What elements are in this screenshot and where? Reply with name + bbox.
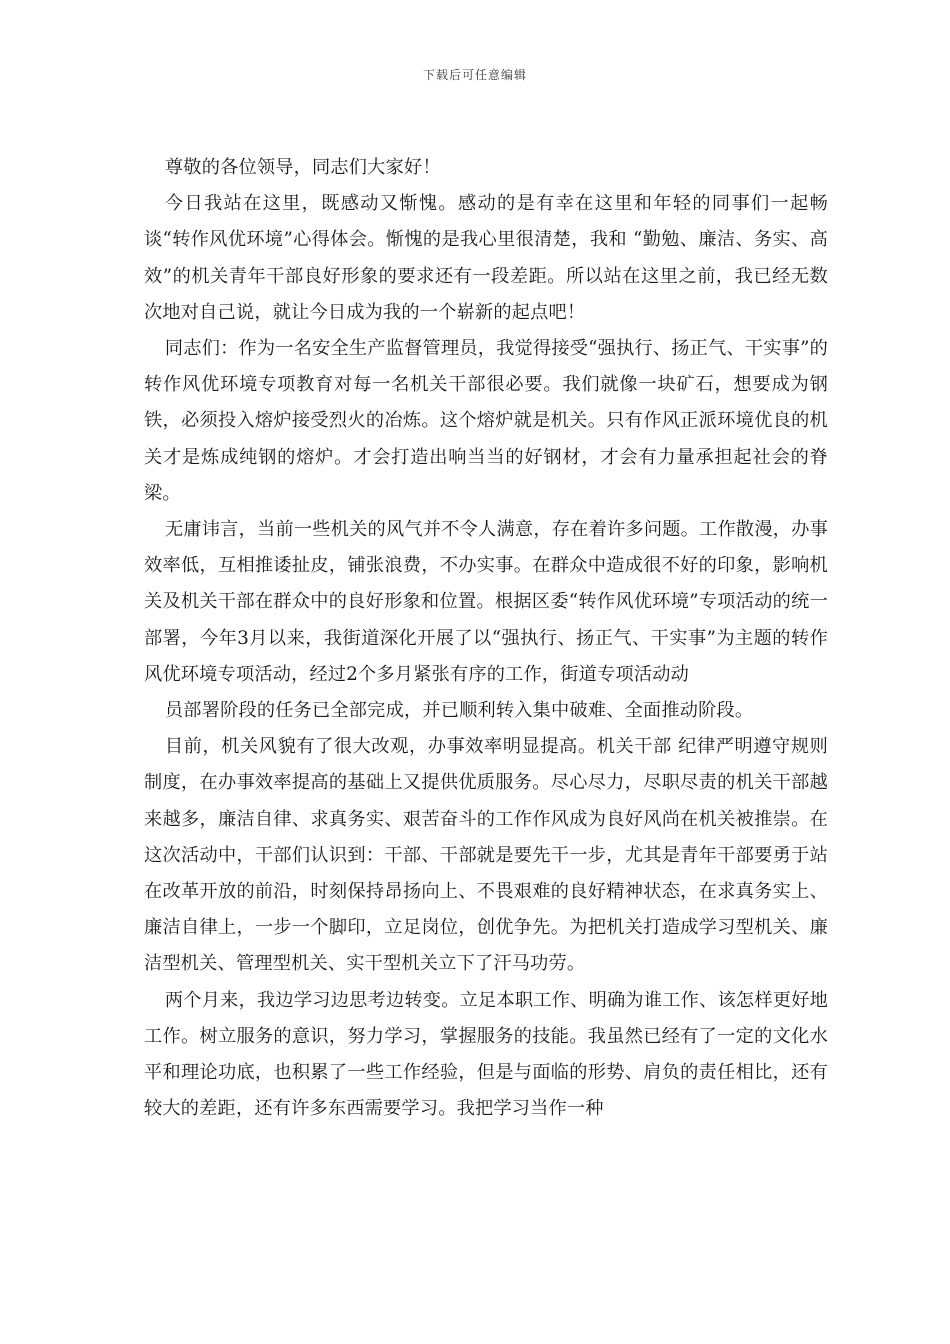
paragraph-intro: 今日我站在这里，既感动又惭愧。感动的是有幸在这里和年轻的同事们一起畅谈“转作风优环境”心得体会。惭愧的是我心里很清楚，我和 “勤勉、廉洁、务实、高效”的机关青年干部良好形象的要求还有一段差距。所以站在这里之前，我已经无数次地对自己说，就让今日成为我的一个崭新的起点吧！	[144, 193, 828, 323]
paragraph-problems: 无庸讳言，当前一些机关的风气并不令人满意，存在着许多问题。工作散漫，办事效率低，互相推诿扯皮，铺张浪费，不办实事。在群众中造成很不好的印象，影响机关及机关干部在群众中的良好形象和位置。根据区委“转作风优环境”专项活动的统一部署，今年3月以来，我街道深化开展了以“强执行、扬正气、干实事”为主题的转作风优环境专项活动，经过2个多月紧张有序的工作，街道专项活动动	[144, 519, 828, 685]
paragraph-greeting: 尊敬的各位领导，同志们大家好！	[164, 157, 441, 178]
document-body	[144, 150, 828, 1127]
page-header-note: 下载后可任意编辑	[422, 68, 527, 82]
paragraph-comrades: 同志们：作为一名安全生产监督管理员，我觉得接受“强执行、扬正气、干实事”的转作风优环境专项教育对每一名机关干部很必要。我们就像一块矿石，想要成为钢铁，必须投入熔炉接受烈火的冶炼。这个熔炉就是机关。只有作风正派环境优良的机关才是炼成纯钢的熔炉。才会打造出响当当的好钢材，才会有力量承担起社会的脊梁。	[144, 338, 828, 504]
paragraph-two-months: 两个月来，我边学习边思考边转变。立足本职工作、明确为谁工作、该怎样更好地工作。树立服务的意识，努力学习，掌握服务的技能。我虽然已经有了一定的文化水平和理论功底，也积累了一些工作经验，但是与面临的形势、肩负的责任相比，还有较大的差距，还有许多东西需要学习。我把学习当作一种	[144, 989, 828, 1120]
paragraph-deployment: 员部署阶段的任务已全部完成，并已顺利转入集中破难、全面推动阶段。	[164, 700, 754, 722]
paragraph-current-status: 目前，机关风貌有了很大改观，办事效率明显提高。机关干部 纪律严明遵守规则制度，在办事效率提高的基础上又提供优质服务。尽心尽力，尽职尽责的机关干部越来越多，廉洁自律、求真务实、艰苦奋斗的工作作风成为良好风尚在机关被推崇。在这次活动中，干部们认识到：干部、干部就是要先干一步，尤其是青年干部要勇于站在改革开放的前沿，时刻保持昂扬向上、不畏艰难的良好精神状态，在求真务实上、廉洁自律上，一步一个脚印，立足岗位，创优争先。为把机关打造成学习型机关、廉洁型机关、管理型机关、实干型机关立下了汗马功劳。	[144, 736, 828, 975]
